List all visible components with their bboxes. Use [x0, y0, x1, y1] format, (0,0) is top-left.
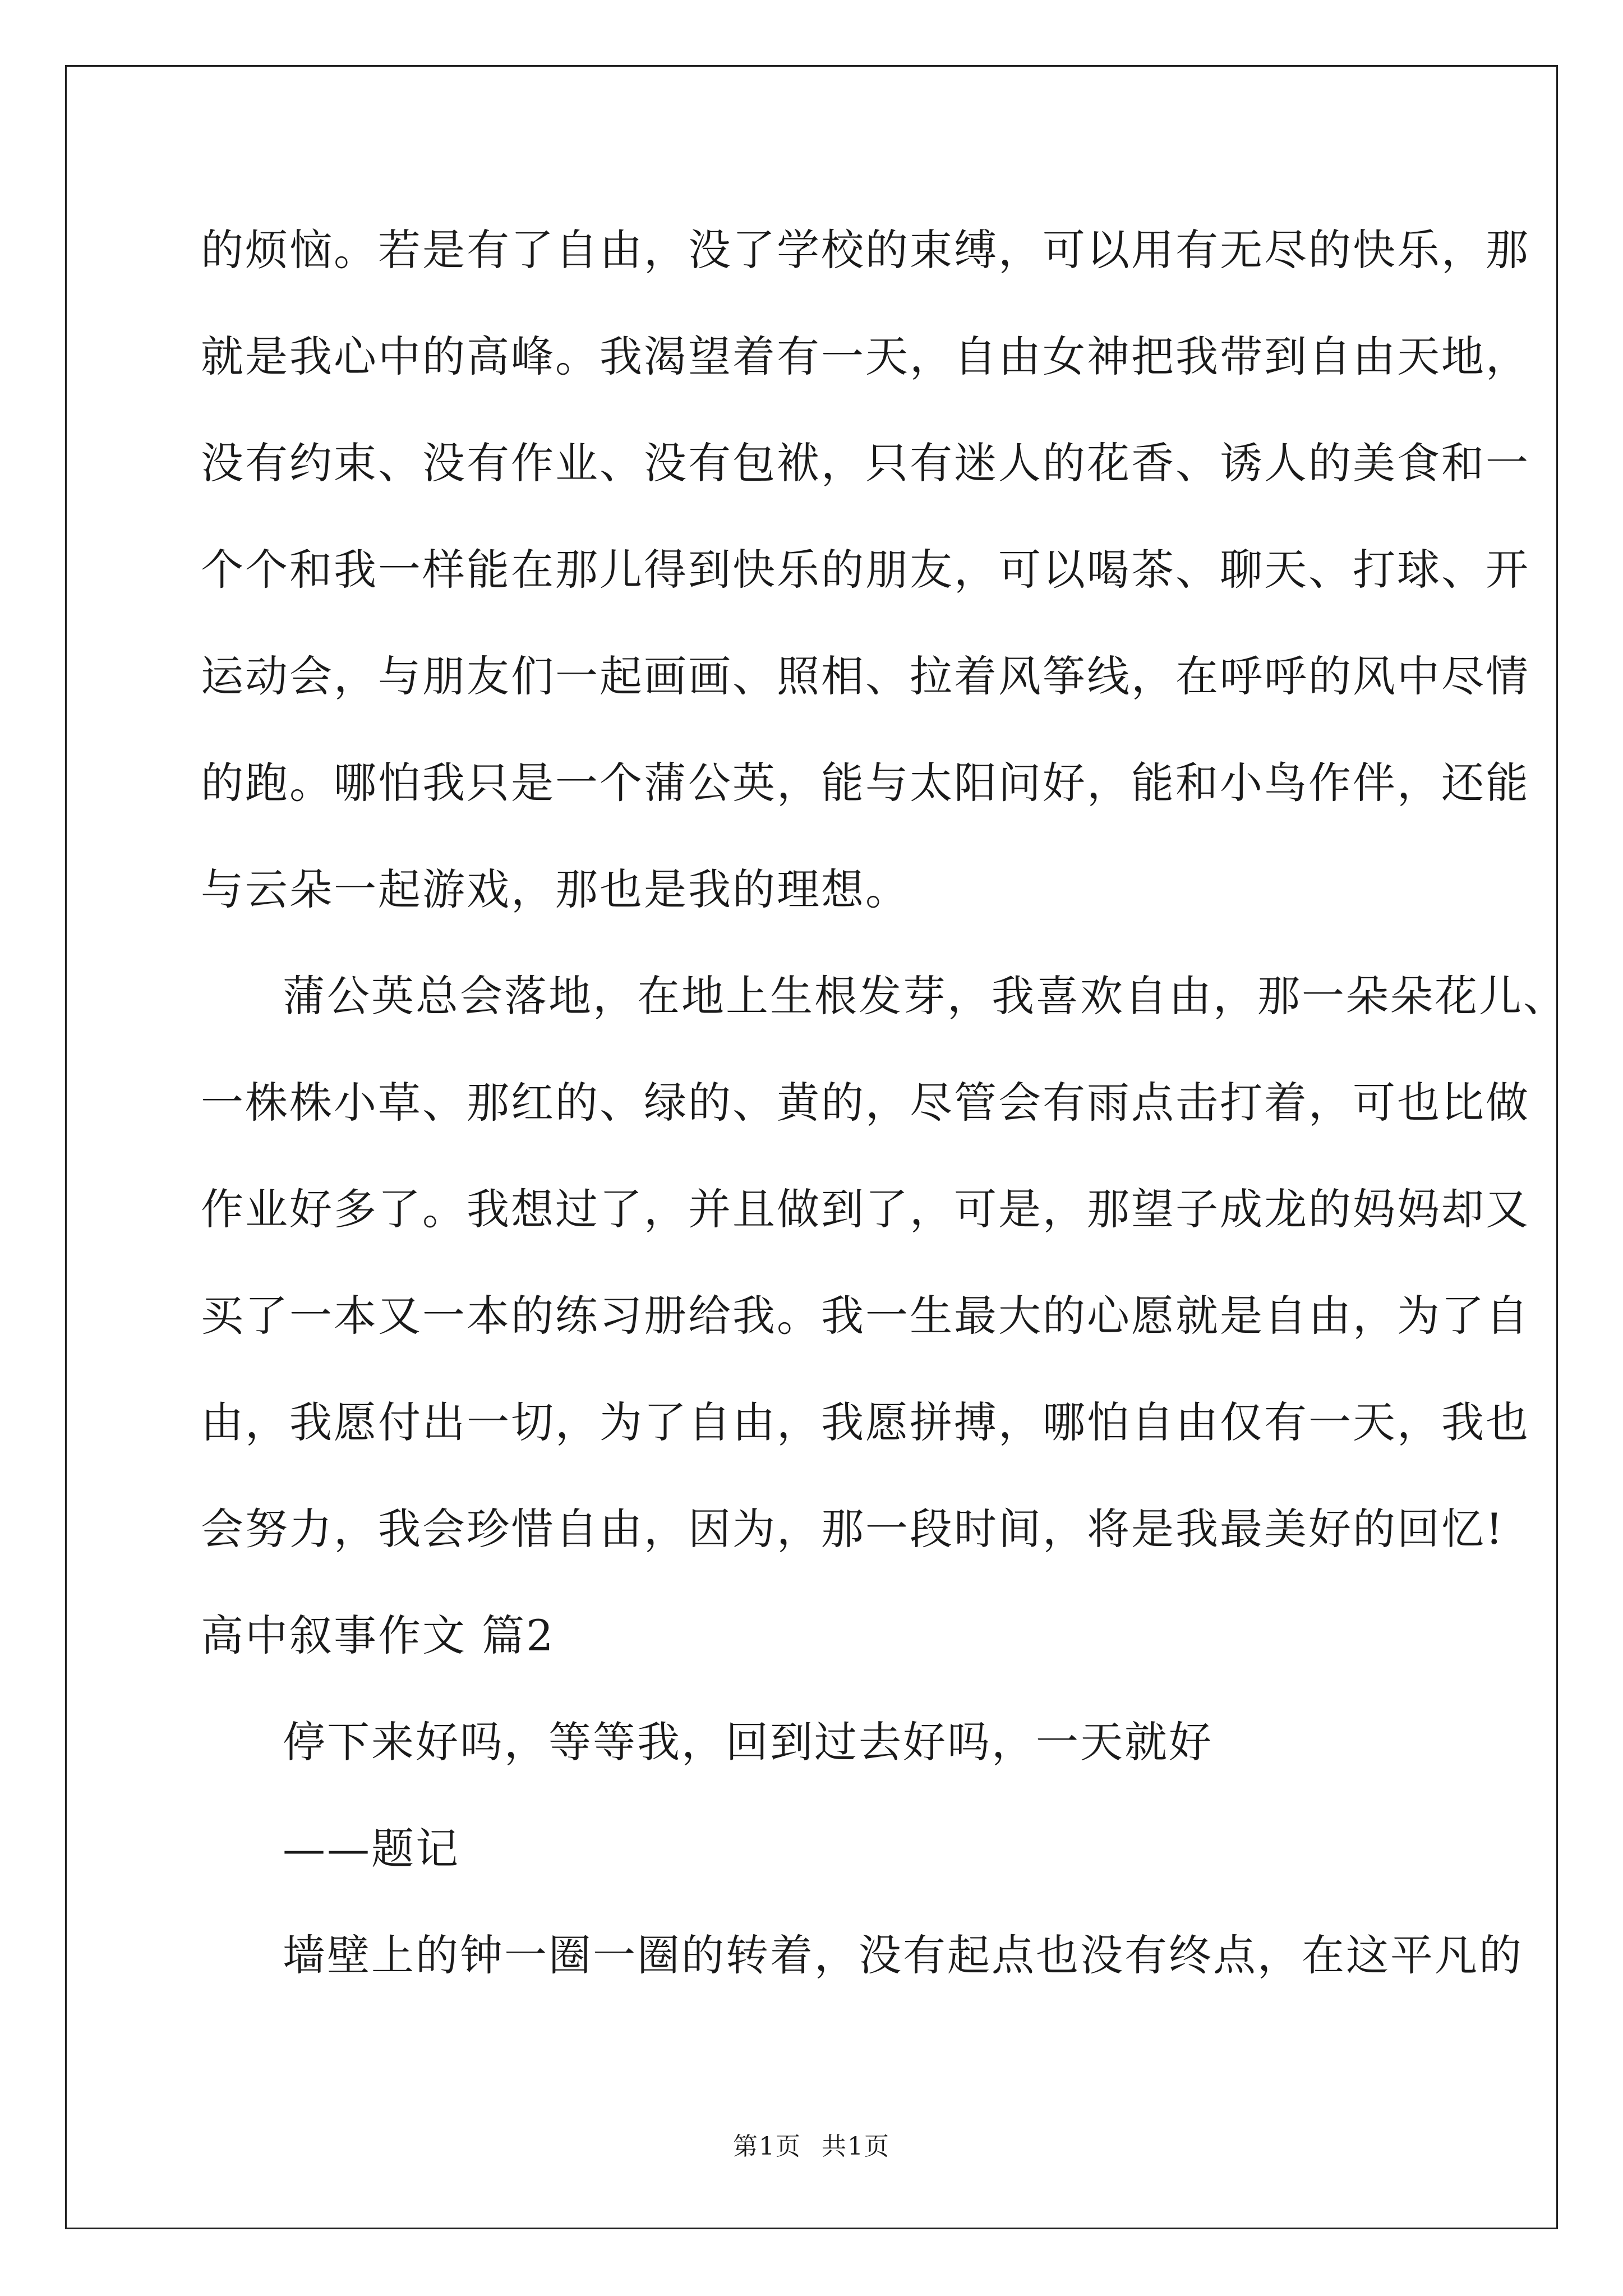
- epigraph-attribution: ——题记: [283, 1824, 460, 1874]
- page-number: 第1页: [733, 2132, 801, 2161]
- paragraph-line: 买了一本又一本的练习册给我。我一生最大的心愿就是自由，为了自: [201, 1291, 1530, 1341]
- paragraph-line: 墙壁上的钟一圈一圈的转着，没有起点也没有终点，在这平凡的: [283, 1930, 1523, 1980]
- paragraph-line: 就是我心中的高峰。我渴望着有一天，自由女神把我带到自由天地，: [201, 332, 1530, 381]
- page-total: 共1页: [822, 2132, 890, 2161]
- epigraph: 停下来好吗，等等我，回到过去好吗，一天就好: [283, 1717, 1213, 1767]
- paragraph-line: 的烦恼。若是有了自由，没了学校的束缚，可以用有无尽的快乐，那: [201, 225, 1530, 275]
- paragraph-line: 作业好多了。我想过了，并且做到了，可是，那望子成龙的妈妈却又: [201, 1184, 1530, 1234]
- paragraph-line: 没有约束、没有作业、没有包袱，只有迷人的花香、诱人的美食和一: [201, 438, 1530, 488]
- paragraph-line: 运动会，与朋友们一起画画、照相、拉着风筝线，在呼呼的风中尽情: [201, 651, 1530, 701]
- paragraph-line: 的跑。哪怕我只是一个蒲公英，能与太阳问好，能和小鸟作伴，还能: [201, 758, 1530, 808]
- page-border: [65, 65, 1558, 2229]
- page-footer: [0, 2126, 1623, 2162]
- paragraph-line: 会努力，我会珍惜自由，因为，那一段时间，将是我最美好的回忆!: [201, 1504, 1505, 1554]
- paragraph-line: 由，我愿付出一切，为了自由，我愿拼搏，哪怕自由仅有一天，我也: [201, 1397, 1530, 1447]
- paragraph-line: 一株株小草、那红的、绿的、黄的，尽管会有雨点击打着，可也比做: [201, 1078, 1530, 1128]
- paragraph-line: 与云朵一起游戏，那也是我的理想。: [201, 864, 910, 914]
- section-heading: 高中叙事作文 篇2: [201, 1611, 555, 1660]
- paragraph-line: 个个和我一样能在那儿得到快乐的朋友，可以喝茶、聊天、打球、开: [201, 545, 1530, 595]
- paragraph-line: 蒲公英总会落地，在地上生根发芽，我喜欢自由，那一朵朵花儿、: [283, 971, 1567, 1021]
